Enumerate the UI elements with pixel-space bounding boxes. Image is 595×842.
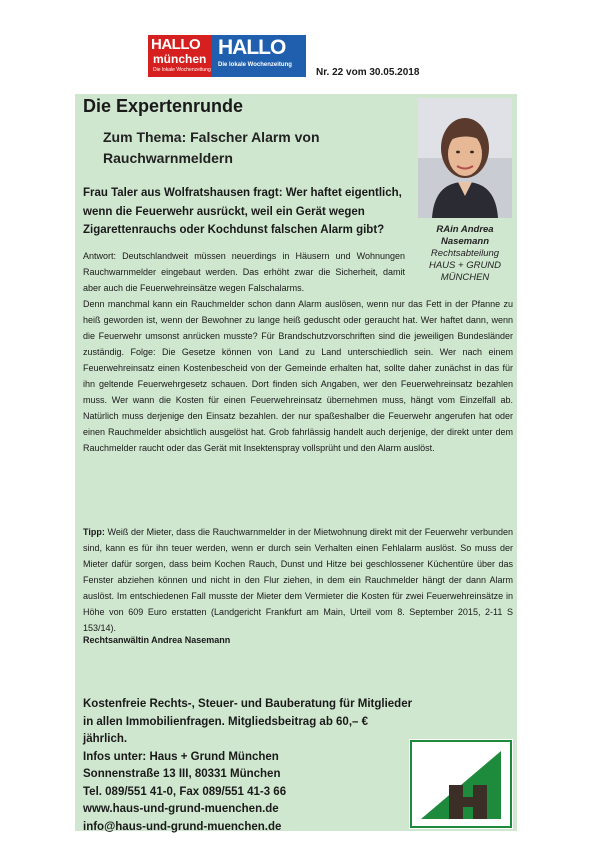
logo-right-tagline: Die lokale Wochenzeitung — [218, 62, 292, 68]
footer-website[interactable]: www.haus-und-grund-muenchen.de — [83, 803, 279, 815]
expert-portrait-photo — [418, 98, 512, 218]
reader-question: Frau Taler aus Wolfratshausen fragt: Wer haftet eigentlich, wenn die Feuerwehr ausrückt, weil ein Gerät wegen Zigarettenrauchs oder Kochdunst falschen Alarm gibt? — [83, 187, 402, 236]
footer-phone: Tel. 089/551 41-0, Fax 089/551 41-3 66 — [83, 785, 287, 798]
footer-offer: Kostenfreie Rechts-, Steuer- und Bauberatung für Mitglieder in allen Immobilienfragen. Mitgliedsbeitrag ab 60,– € jährlich. — [83, 698, 413, 745]
footer-address: Sonnenstraße 13 III, 80331 München — [83, 768, 281, 780]
contact-footer — [83, 696, 413, 836]
answer-body: Denn manchmal kann ein Rauchmelder schon dann Alarm auslösen, wenn nur das Fett in der Pfanne zu heiß geworden ist, wenn der Bewohner zu lange heiß geduscht oder geraucht hat. Wer haftet dann, wenn die Feuerwehr umsonst anrücken musste? Für Brandschutzvorschriften sind die jeweiligen Bundesländer zuständig. Folge: Die Gesetze können von Land zu Land unterschiedlich sein. Wer nach einem Feuerwehreinsatz einen Kostenbescheid von der Gemeinde erhalten hat, sollte daher zunächst in das für ihn geltende Feuerwehrgesetz schauen. Dort finden sich Angaben, wer den Feuerwehreinsatz bezahlen muss. Wer wann die Kosten für einen Feuerwehreinsatz übernehmen muss, hängt vom Einzelfall ab. Natürlich muss derjenige den Einsatz bezahlen. der nur spaßeshalber die Feuerwehr angerufen hat oder einen Rauchmelder absichtlich ausgelöst hat. Grob fahrlässig handelt auch derjenige, der direkt unter dem Rauchmelder raucht oder das Gerät mit Insektenspray vollsprüht und den Alarm auslöst. — [83, 299, 513, 453]
expert-role-line2: HAUS + GRUND — [428, 260, 502, 271]
article-subtitle: Zum Thema: Falscher Alarm von Rauchwarnmeldern — [103, 129, 320, 166]
hallo-muenchen-logo — [148, 35, 212, 77]
logo-left-subtitle: münchen — [153, 52, 207, 66]
footer-info: Infos unter: Haus + Grund München — [83, 750, 279, 763]
logo-left-tagline: Die lokale Wochenzeitung — [153, 67, 211, 73]
tip-paragraph — [83, 524, 513, 636]
expert-name-line2: Nasemann — [440, 236, 490, 247]
expert-role-line1: Rechtsabteilung — [430, 248, 500, 259]
hallo-logo — [212, 35, 306, 77]
answer-text — [83, 248, 513, 456]
logo-left-title: HALLO — [151, 36, 201, 53]
author-signature: Rechtsanwältin Andrea Nasemann — [83, 635, 231, 645]
footer-email[interactable]: info@haus-und-grund-muenchen.de — [83, 820, 282, 833]
expert-role-line3: MÜNCHEN — [440, 272, 490, 283]
article-box — [75, 94, 517, 831]
logo-right-title: HALLO — [218, 36, 286, 59]
answer-intro: Antwort: Deutschlandweit müssen neuerdings in Häusern und Wohnungen Rauchwarnmelder eingebaut werden. Das erhöht zwar die Sicherheit, damit aber auch die Feuerwehreinsätze wegen Falschalarms. — [83, 251, 405, 293]
expert-name-line1: RAin Andrea — [436, 224, 494, 235]
tip-label: Tipp: — [83, 527, 105, 537]
tip-text: Weiß der Mieter, dass die Rauchwarnmelder in der Mietwohnung direkt mit der Feuerwehr verbunden sind, kann es für ihn teuer werden, wenn er durch sein Verhalten einen Fehlalarm auslöst. So muss der Mieter dafür sorgen, dass beim Kochen Rauch, Dunst und Hitze bei geschlossener Küchentüre über das Fenster abziehen können und nicht in den Flur ziehen, in dem ein Rauchmelder hängt der dann Alarm auslöst. Im entschiedenen Fall musste der Mieter dem Vermieter die Kosten für zwei Feuerwehreinsätze in Höhe von 609 Euro erstatten (Landgericht Frankfurt am Main, Urteil vom 8. September 2015, 2-11 S 153/14). — [83, 527, 513, 633]
article-title: Die Expertenrunde — [83, 96, 244, 116]
issue-number: Nr. 22 vom 30.05.2018 — [316, 67, 420, 78]
haus-und-grund-logo — [409, 739, 513, 829]
